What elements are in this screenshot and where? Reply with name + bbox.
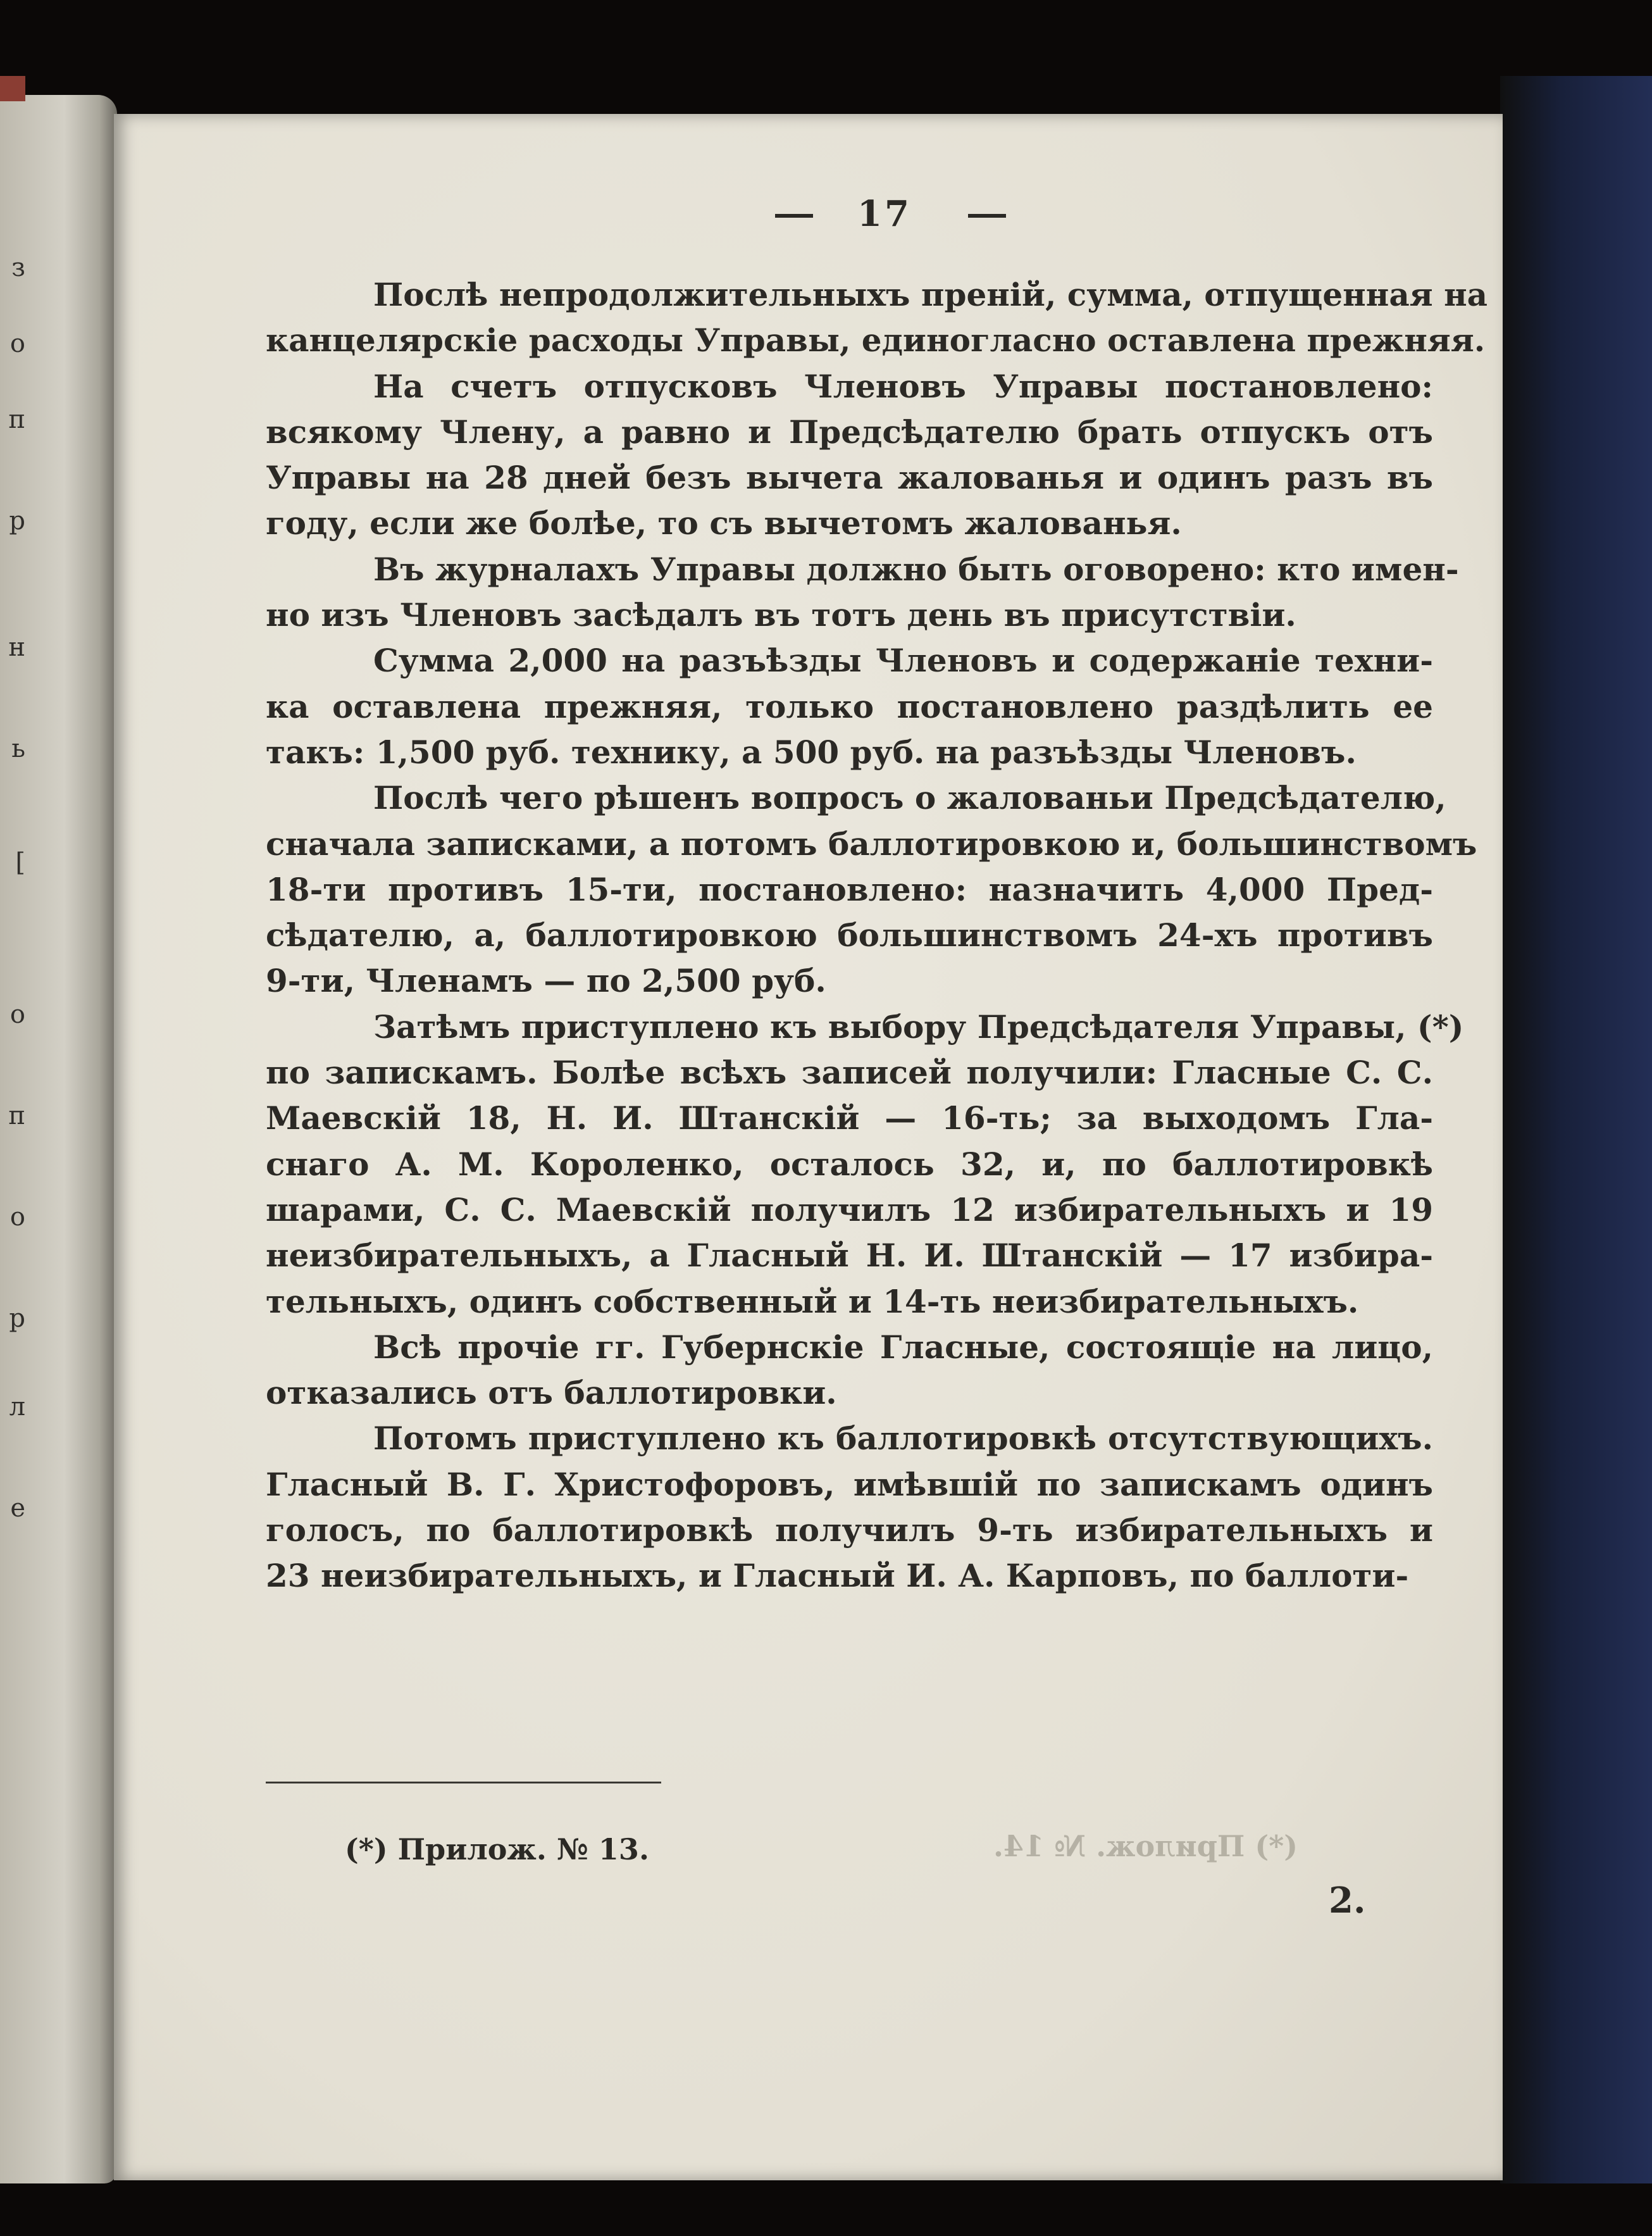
- body-text: [266, 272, 1488, 1599]
- text-line: снаго А. М. Короленко, осталось 32, и, по баллотировкѣ: [266, 1145, 1433, 1183]
- text-line: неизбирательныхъ, а Гласный Н. И. Штанскій — 17 избира-: [266, 1237, 1433, 1275]
- left-page-fragment: л: [9, 1392, 25, 1421]
- page-number-dash-left: [775, 214, 813, 218]
- text-line: ка оставлена прежняя, только постановлено раздѣлить ее: [266, 687, 1433, 725]
- left-page-fragment: р: [9, 1304, 25, 1333]
- text-line: но изъ Членовъ засѣдалъ въ тотъ день въ присутствіи.: [266, 596, 1296, 634]
- left-page-fragment: о: [9, 329, 25, 358]
- left-page-fragment: о: [9, 1000, 25, 1029]
- page-number-dash-right: [968, 214, 1006, 218]
- footnote-rule: [266, 1782, 661, 1783]
- left-page-fragment: п: [8, 405, 25, 434]
- book-cover-corner: [0, 76, 25, 101]
- left-page-fragment: з: [11, 253, 25, 282]
- bleed-through-footnote: (*) Прилож. № 14.: [993, 1829, 1298, 1863]
- text-line: отказались отъ баллотировки.: [266, 1374, 837, 1412]
- text-line: сначала записками, а потомъ баллотировкою и, большинствомъ: [266, 825, 1477, 863]
- text-line: Всѣ прочіе гг. Губернскіе Гласные, состоящіе на лицо,: [373, 1328, 1433, 1366]
- page-number: 17: [857, 193, 912, 235]
- left-page-fragment: е: [10, 1494, 25, 1523]
- text-line: 18-ти противъ 15-ти, постановлено: назначить 4,000 Пред-: [266, 870, 1433, 908]
- left-page-fragment: ь: [11, 734, 25, 763]
- text-line: Маевскій 18, Н. И. Штанскій — 16-ть; за выходомъ Гла-: [266, 1099, 1433, 1137]
- text-line: На счетъ отпусковъ Членовъ Управы постановлено:: [373, 367, 1433, 405]
- footnote: (*) Прилож. № 13.: [345, 1832, 649, 1866]
- left-page-fragment: п: [8, 1101, 25, 1130]
- text-line: Потомъ приступлено къ баллотировкѣ отсутствующихъ.: [373, 1420, 1433, 1458]
- text-line: 23 неизбирательныхъ, и Гласный И. А. Карповъ, по баллоти-: [266, 1557, 1409, 1595]
- text-line: Сумма 2,000 на разъѣзды Членовъ и содержаніе техни-: [373, 642, 1433, 680]
- text-line: сѣдателю, а, баллотировкою большинствомъ 24-хъ противъ: [266, 916, 1433, 954]
- book-spine-strip: [1500, 76, 1652, 2183]
- text-line: тельныхъ, одинъ собственный и 14-ть неизбирательныхъ.: [266, 1282, 1359, 1320]
- text-line: 9-ти, Членамъ — по 2,500 руб.: [266, 962, 826, 1000]
- left-page-fragment: о: [9, 1202, 25, 1232]
- text-line: Послѣ чего рѣшенъ вопросъ о жалованьи Предсѣдателю,: [373, 779, 1446, 817]
- text-line: Послѣ непродолжительныхъ преній, сумма, отпущенная на: [373, 276, 1488, 313]
- text-line: такъ: 1,500 руб. технику, а 500 руб. на разъѣзды Членовъ.: [266, 733, 1357, 771]
- text-line: по запискамъ. Болѣе всѣхъ записей получили: Гласные С. С.: [266, 1054, 1433, 1092]
- left-page-fragment: р: [9, 506, 25, 535]
- text-line: Затѣмъ приступлено къ выбору Предсѣдателя Управы, (*): [373, 1008, 1464, 1046]
- text-line: голосъ, по баллотировкѣ получилъ 9-ть избирательныхъ и: [266, 1511, 1433, 1549]
- text-line: году, если же болѣе, то съ вычетомъ жалованья.: [266, 504, 1182, 542]
- text-line: шарами, С. С. Маевскій получилъ 12 избирательныхъ и 19: [266, 1190, 1433, 1228]
- printers-signature-mark: 2.: [1329, 1880, 1366, 1921]
- text-line: Въ журналахъ Управы должно быть оговорено: кто имен-: [373, 550, 1459, 588]
- left-page-fragment: [: [15, 848, 25, 877]
- text-line: Гласный В. Г. Христофоровъ, имѣвшій по запискамъ одинъ: [266, 1465, 1433, 1503]
- text-line: всякому Члену, а равно и Предсѣдателю брать отпускъ отъ: [266, 413, 1433, 451]
- book-page: [114, 114, 1503, 2180]
- text-line: Управы на 28 дней безъ вычета жалованья и одинъ разъ въ: [266, 459, 1433, 497]
- text-line: канцелярскіе расходы Управы, единогласно оставлена прежняя.: [266, 322, 1486, 359]
- left-page-fragment: н: [8, 633, 25, 662]
